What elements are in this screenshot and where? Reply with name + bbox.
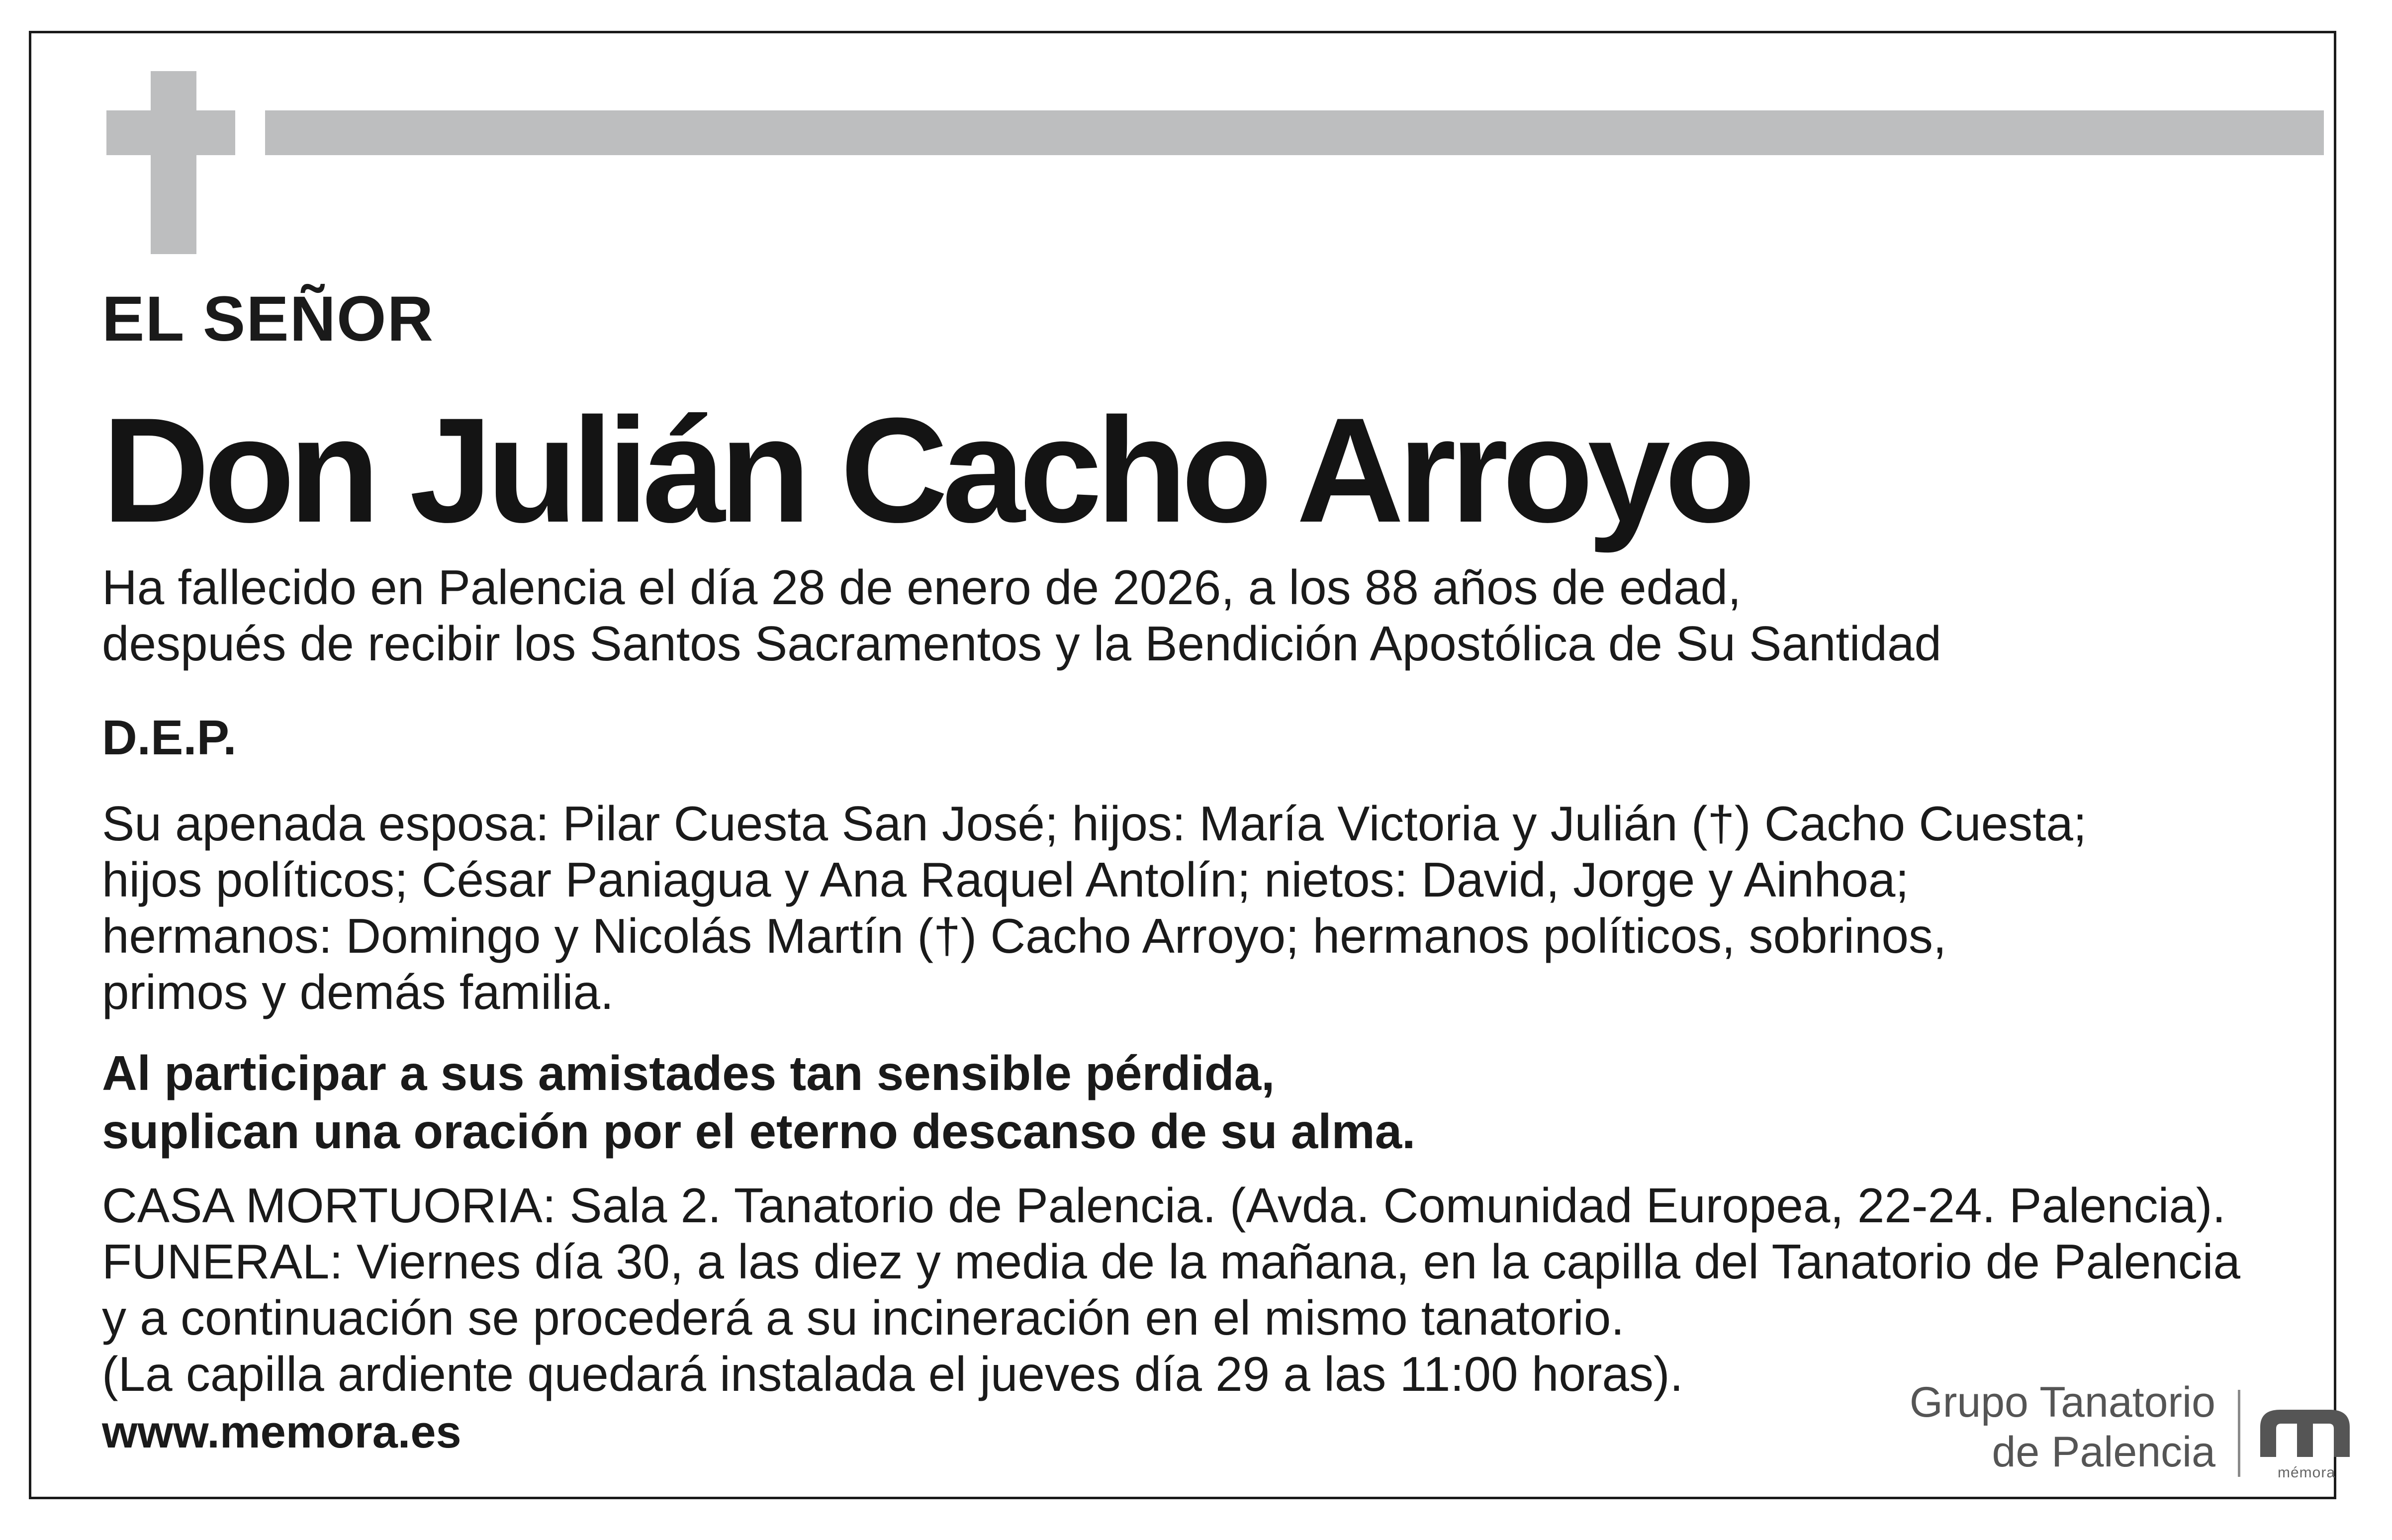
logo-divider xyxy=(2238,1390,2240,1477)
intro-line: Ha fallecido en Palencia el día 28 de enero de 2026, a los 88 años de edad, xyxy=(102,560,1742,615)
cross-icon-crossbar xyxy=(106,110,235,155)
deceased-name: Don Julián Cacho Arroyo xyxy=(102,386,1750,553)
header-bar xyxy=(265,110,2324,155)
memora-m-icon xyxy=(2255,1405,2355,1459)
family-line: hermanos: Domingo y Nicolás Martín (†) Cacho Arroyo; hermanos políticos, sobrinos, xyxy=(102,908,1947,963)
notice-title: EL SEÑOR xyxy=(102,283,434,355)
plea-line: suplican una oración por el eterno descanso de su alma. xyxy=(102,1104,1416,1159)
family-paragraph xyxy=(102,796,2087,1020)
info-line: (La capilla ardiente quedará instalada el jueves día 29 a las 11:00 horas). xyxy=(102,1347,1683,1401)
family-line: hijos políticos; César Paniagua y Ana Raquel Antolín; nietos: David, Jorge y Ainhoa; xyxy=(102,852,1909,907)
plea-line: Al participar a sus amistades tan sensible pérdida, xyxy=(102,1046,1275,1100)
funeral-info-paragraph xyxy=(102,1178,2240,1402)
logo-line: Grupo Tanatorio xyxy=(1909,1378,2215,1426)
info-line: FUNERAL: Viernes día 30, a las diez y media de la mañana, en la capilla del Tanatorio de Palencia xyxy=(102,1234,2241,1289)
family-line: Su apenada esposa: Pilar Cuesta San José; hijos: María Victoria y Julián (†) Cacho Cuesta; xyxy=(102,796,2087,851)
intro-paragraph xyxy=(102,559,1941,672)
plea-paragraph xyxy=(102,1044,1415,1161)
info-line: CASA MORTUORIA: Sala 2. Tanatorio de Palencia. (Avda. Comunidad Europea, 22-24. Palencia). xyxy=(102,1178,2226,1233)
cross-icon xyxy=(151,71,196,254)
logo-line: de Palencia xyxy=(1992,1428,2215,1476)
memora-brand-text: mémora xyxy=(2277,1464,2336,1481)
dep-label: D.E.P. xyxy=(102,710,237,765)
funeral-home-logo-text xyxy=(1910,1377,2215,1477)
website-link[interactable]: www.memora.es xyxy=(102,1407,461,1457)
info-line: y a continuación se procederá a su incineración en el mismo tanatorio. xyxy=(102,1290,1625,1345)
family-line: primos y demás familia. xyxy=(102,965,614,1019)
intro-line: después de recibir los Santos Sacramentos y la Bendición Apostólica de Su Santidad xyxy=(102,616,1942,671)
